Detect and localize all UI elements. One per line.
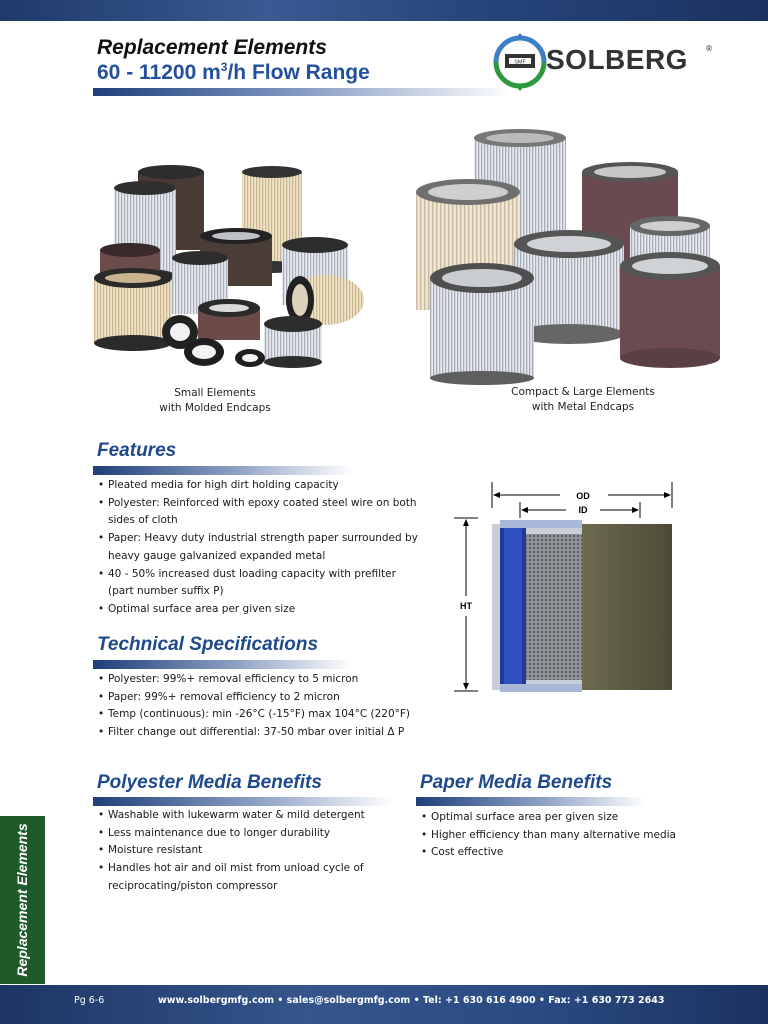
polyester-benefits-underline-bar xyxy=(93,797,393,806)
page-title: Replacement Elements xyxy=(97,36,327,59)
solberg-logo xyxy=(490,32,720,92)
list-item: • Pleated media for high dirt holding capacity xyxy=(96,477,426,495)
ht-label: HT xyxy=(460,601,472,611)
polyester-benefits-heading: Polyester Media Benefits xyxy=(97,772,322,793)
logo-mark-text: SMF xyxy=(514,59,526,66)
technical-specs-heading: Technical Specifications xyxy=(97,634,319,655)
paper-benefits-list xyxy=(419,809,719,862)
page-number: Pg 6-6 xyxy=(74,995,105,1006)
features-heading: Features xyxy=(97,440,177,461)
list-item: • Cost effective xyxy=(419,844,719,862)
page-subtitle: 60 - 11200 $m^3/h$ Flow Range xyxy=(97,60,370,84)
list-item: • Washable with lukewarm water & mild detergent xyxy=(96,807,416,825)
list-item: • Higher efficiency than many alternative media xyxy=(419,827,719,845)
filter-dimension-diagram xyxy=(440,478,690,700)
small-elements-photo xyxy=(88,160,378,375)
od-label: OD xyxy=(576,491,590,501)
list-item: • Filter change out differential: 37-50 mbar over initial Δ P xyxy=(96,724,426,742)
top-banner xyxy=(0,0,768,21)
large-elements-caption: Compact & Large Elements with Metal Endcaps xyxy=(511,386,655,413)
list-item: • Optimal surface area per given size xyxy=(96,601,426,619)
solberg-emblem-icon xyxy=(490,32,550,92)
registered-mark: ® xyxy=(705,44,713,53)
features-underline-bar xyxy=(93,466,353,475)
technical-specs-list xyxy=(96,671,426,742)
list-item: • Less maintenance due to longer durability xyxy=(96,825,416,843)
list-item: • 40 - 50% increased dust loading capacity with prefilter (part number suffix P) xyxy=(96,566,426,601)
polyester-benefits-list xyxy=(96,807,416,896)
paper-benefits-underline-bar xyxy=(416,797,646,806)
features-list xyxy=(96,477,426,619)
technical-specs-underline-bar xyxy=(93,660,353,669)
brand-name: SOLBERG xyxy=(546,44,688,75)
list-item: • Moisture resistant xyxy=(96,842,416,860)
list-item: • Polyester: 99%+ removal efficiency to 5 micron xyxy=(96,671,426,689)
title-underline-bar xyxy=(93,88,513,96)
list-item: • Paper: 99%+ removal efficiency to 2 micron xyxy=(96,689,426,707)
paper-benefits-heading: Paper Media Benefits xyxy=(420,772,613,793)
list-item: • Handles hot air and oil mist from unload cycle of reciprocating/piston compressor xyxy=(96,860,416,895)
list-item: • Polyester: Reinforced with epoxy coated steel wire on both sides of cloth xyxy=(96,495,426,530)
side-tab xyxy=(0,816,45,984)
footer-contact-info: www.solbergmfg.com • sales@solbergmfg.com • Tel: +1 630 616 4900 • Fax: +1 630 773 2643 xyxy=(158,995,665,1006)
small-elements-caption: Small Elements with Molded Endcaps xyxy=(159,387,271,414)
list-item: • Temp (continuous): min -26°C (-15°F) max 104°C (220°F) xyxy=(96,706,426,724)
large-elements-photo xyxy=(412,128,727,386)
side-tab-label: Replacement Elements xyxy=(14,823,30,977)
id-label: ID xyxy=(578,505,588,515)
list-item: • Optimal surface area per given size xyxy=(419,809,719,827)
list-item: • Paper: Heavy duty industrial strength paper surrounded by heavy gauge galvanized expanded metal xyxy=(96,530,426,565)
